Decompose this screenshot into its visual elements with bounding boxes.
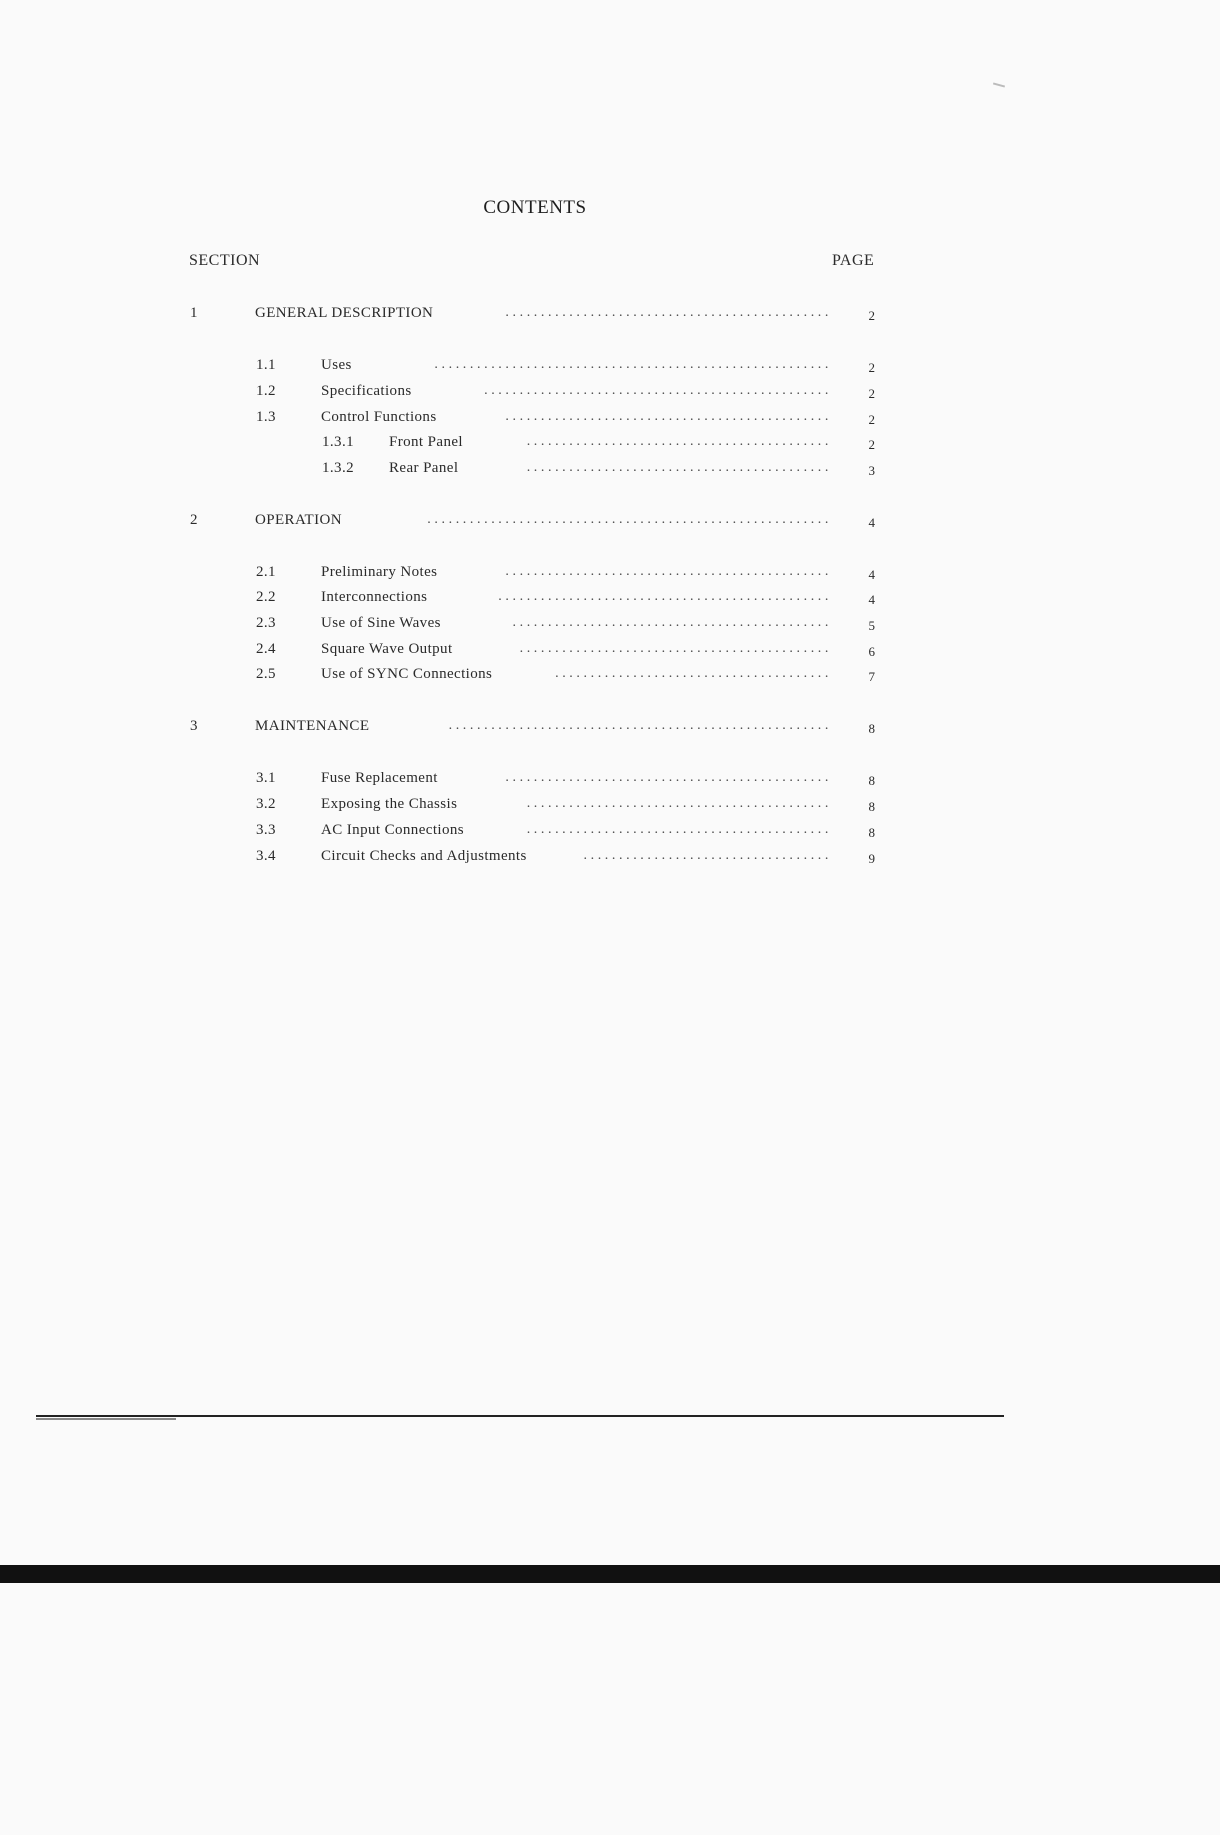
section-column-header: SECTION: [189, 252, 261, 269]
toc-entry-number: 2.1: [256, 564, 276, 580]
toc-entry: [0, 589, 1220, 613]
toc-entry-label: Use of Sine Waves: [321, 615, 441, 631]
toc-entry-page: 9: [868, 851, 876, 866]
toc-entry-number: 1.3.1: [322, 434, 354, 450]
toc-entry-label: AC Input Connections: [321, 822, 464, 838]
toc-entry: [0, 718, 1220, 742]
scan-bottom-edge: [0, 1565, 1220, 1583]
dot-leader: ...............................................: [498, 589, 832, 604]
toc-entry-page: 6: [868, 644, 876, 659]
dot-leader: ...........................................: [526, 460, 832, 475]
toc-entry: [0, 460, 1220, 484]
toc-entry-label: Control Functions: [321, 409, 437, 425]
dot-leader: ..............................................: [505, 564, 832, 579]
dot-leader: ........................................................: [434, 357, 832, 372]
toc-entry-page: 4: [868, 515, 876, 530]
toc-entry-label: Rear Panel: [389, 460, 459, 476]
dot-leader: .......................................: [555, 666, 832, 681]
dot-leader: ..............................................: [505, 409, 832, 424]
dot-leader: .............................................: [512, 615, 832, 630]
toc-entry-number: 3.2: [256, 796, 276, 812]
toc-entry-page: 2: [868, 360, 876, 375]
toc-entry-page: 2: [868, 308, 876, 323]
dot-leader: ..............................................: [505, 770, 832, 785]
toc-entry-label: Specifications: [321, 383, 412, 399]
toc-entry-number: 2.2: [256, 589, 276, 605]
toc-entry-page: 8: [868, 721, 876, 736]
toc-entry-number: 3.1: [256, 770, 276, 786]
dot-leader: .................................................: [484, 383, 832, 398]
toc-entry-page: 2: [868, 412, 876, 427]
dot-leader: ..............................................: [505, 305, 832, 320]
toc-entry: [0, 409, 1220, 433]
toc-entry-label: Use of SYNC Connections: [321, 666, 493, 682]
toc-entry: [0, 641, 1220, 665]
toc-entry: [0, 615, 1220, 639]
page-column-header: PAGE: [832, 252, 875, 269]
toc-entry-number: 1.3.2: [322, 460, 354, 476]
toc-entry: [0, 796, 1220, 820]
toc-entry-label: Uses: [321, 357, 352, 373]
toc-entry-page: 7: [868, 669, 876, 684]
toc-entry: [0, 305, 1220, 329]
toc-entry-number: 2.5: [256, 666, 276, 682]
toc-entry-number: 1: [190, 305, 198, 321]
toc-entry-number: 1.2: [256, 383, 276, 399]
toc-entry-label: GENERAL DESCRIPTION: [255, 305, 434, 321]
toc-entry: [0, 512, 1220, 536]
toc-entry-number: 3.3: [256, 822, 276, 838]
toc-entry-label: Preliminary Notes: [321, 564, 438, 580]
toc-entry-number: 3.4: [256, 848, 276, 864]
toc-entry: [0, 770, 1220, 794]
toc-entry-label: Interconnections: [321, 589, 428, 605]
toc-entry-label: OPERATION: [255, 512, 342, 528]
toc-entry-page: 3: [868, 463, 876, 478]
dot-leader: ............................................: [519, 641, 832, 656]
toc-entry: [0, 357, 1220, 381]
toc-entry-page: 2: [868, 386, 876, 401]
scan-speck: [993, 82, 1005, 87]
toc-entry: [0, 434, 1220, 458]
toc-entry-page: 5: [868, 618, 876, 633]
dot-leader: ...........................................: [526, 822, 832, 837]
toc-entry: [0, 666, 1220, 690]
dot-leader: ...................................: [583, 848, 832, 863]
toc-entry-number: 1.3: [256, 409, 276, 425]
toc-entry-number: 2.4: [256, 641, 276, 657]
dot-leader: ...........................................: [526, 434, 832, 449]
toc-entry-number: 3: [190, 718, 198, 734]
toc-entry-page: 4: [868, 592, 876, 607]
dot-leader: ...........................................: [526, 796, 832, 811]
toc-entry-page: 8: [868, 773, 876, 788]
toc-entry-number: 1.1: [256, 357, 276, 373]
toc-entry-label: Front Panel: [389, 434, 463, 450]
toc-entry-label: Fuse Replacement: [321, 770, 438, 786]
toc-entry: [0, 848, 1220, 872]
toc-entry-label: Circuit Checks and Adjustments: [321, 848, 527, 864]
horizontal-rule-shadow: [36, 1418, 176, 1420]
toc-entry: [0, 383, 1220, 407]
horizontal-rule: [36, 1415, 1004, 1417]
toc-entry: [0, 822, 1220, 846]
toc-entry-page: 8: [868, 825, 876, 840]
toc-entry-number: 2.3: [256, 615, 276, 631]
toc-entry-label: Square Wave Output: [321, 641, 453, 657]
toc-entry-label: MAINTENANCE: [255, 718, 370, 734]
dot-leader: .........................................................: [427, 512, 832, 527]
dot-leader: ......................................................: [448, 718, 832, 733]
toc-entry-page: 2: [868, 437, 876, 452]
page-title: CONTENTS: [483, 197, 587, 218]
toc-entry-page: 8: [868, 799, 876, 814]
toc-entry: [0, 564, 1220, 588]
toc-entry-page: 4: [868, 567, 876, 582]
toc-entry-label: Exposing the Chassis: [321, 796, 458, 812]
toc-entry-number: 2: [190, 512, 198, 528]
